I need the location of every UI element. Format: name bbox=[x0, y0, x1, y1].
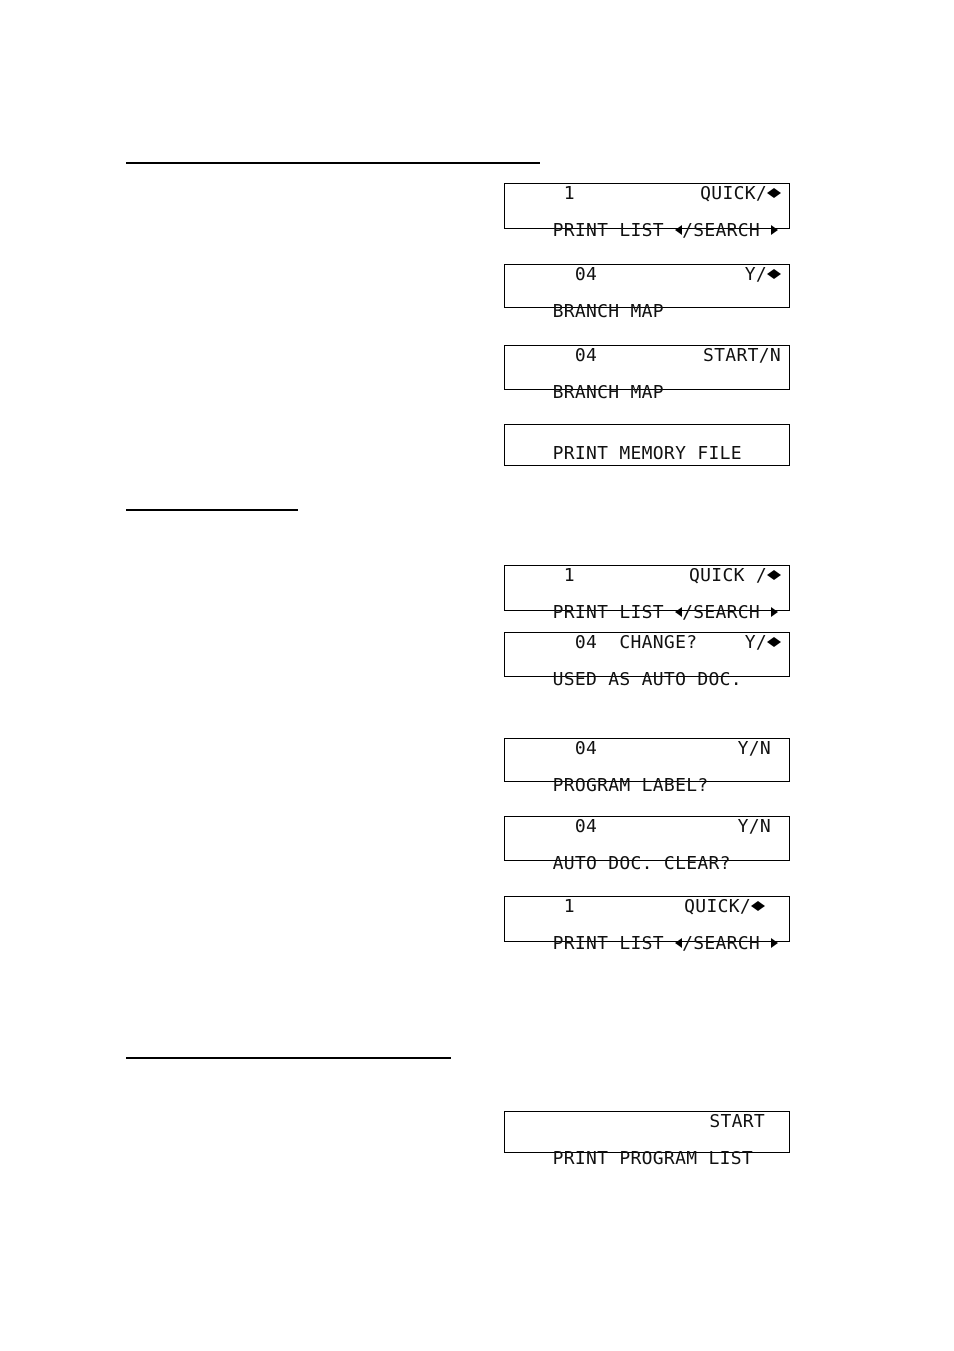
arrow-right-icon bbox=[771, 225, 778, 235]
arrow-left-icon bbox=[751, 901, 758, 911]
lcd-display bbox=[504, 1111, 790, 1169]
lcd-display bbox=[504, 632, 790, 690]
lcd-display bbox=[504, 183, 790, 241]
lcd-line2-left: BRANCH MAP bbox=[552, 301, 664, 322]
lcd-line2-left: PRINT PROGRAM LIST bbox=[552, 1148, 754, 1169]
lcd-line2-mid: /SEARCH bbox=[682, 602, 761, 623]
lcd-line1-right: Y/N bbox=[737, 816, 771, 837]
arrow-right-icon bbox=[774, 269, 781, 279]
arrow-left-icon bbox=[767, 570, 774, 580]
lcd-line1-right: Y/ bbox=[744, 264, 767, 285]
lcd-line1-left: 04 CHANGE? bbox=[552, 632, 698, 653]
arrow-right-icon bbox=[774, 188, 781, 198]
lcd-display bbox=[504, 264, 790, 322]
lcd-line1-left: PRINT MEMORY FILE bbox=[552, 443, 742, 464]
section-rule-3 bbox=[126, 1057, 451, 1059]
lcd-line1-left: 04 bbox=[552, 738, 598, 759]
lcd-line2-left: BRANCH MAP bbox=[552, 382, 664, 403]
lcd-line1-right: START/N bbox=[703, 345, 781, 366]
lcd-line1-right: QUICK / bbox=[689, 565, 767, 586]
lcd-display bbox=[504, 738, 790, 796]
lcd-line1-left: 04 bbox=[552, 264, 598, 285]
lcd-line1-left: 04 bbox=[552, 816, 598, 837]
lcd-line2-mid: /SEARCH bbox=[682, 220, 761, 241]
lcd-line1-left: 1 bbox=[552, 565, 575, 586]
lcd-line2-left: USED AS AUTO DOC. bbox=[552, 669, 742, 690]
lcd-line2-left: PRINT LIST bbox=[552, 220, 664, 241]
arrow-right-icon bbox=[771, 607, 778, 617]
section-rule-2 bbox=[126, 509, 298, 511]
lcd-line1-right: Y/ bbox=[744, 632, 767, 653]
lcd-display bbox=[504, 816, 790, 874]
lcd-line1-right: QUICK/ bbox=[684, 896, 751, 917]
lcd-line1-right: QUICK/ bbox=[700, 183, 767, 204]
lcd-line2-left: PRINT LIST bbox=[552, 933, 664, 954]
lcd-line1-right: START bbox=[709, 1111, 765, 1132]
arrow-right-icon bbox=[758, 901, 765, 911]
arrow-left-icon bbox=[767, 637, 774, 647]
lcd-line2-left: AUTO DOC. CLEAR? bbox=[552, 853, 731, 874]
arrow-left-icon bbox=[767, 269, 774, 279]
arrow-right-icon bbox=[771, 938, 778, 948]
arrow-right-icon bbox=[774, 570, 781, 580]
arrow-right-icon bbox=[774, 637, 781, 647]
arrow-left-icon bbox=[767, 188, 774, 198]
lcd-display bbox=[504, 565, 790, 623]
lcd-display bbox=[504, 896, 790, 954]
lcd-line2-left: PROGRAM LABEL? bbox=[552, 775, 709, 796]
section-rule-1 bbox=[126, 162, 540, 164]
lcd-line2-left: PRINT LIST bbox=[552, 602, 664, 623]
lcd-line1-left: 1 bbox=[552, 896, 575, 917]
lcd-line1-right: Y/N bbox=[737, 738, 771, 759]
lcd-line1-left: 1 bbox=[552, 183, 575, 204]
lcd-line2-mid: /SEARCH bbox=[682, 933, 761, 954]
lcd-display bbox=[504, 345, 790, 403]
lcd-line1-left: 04 bbox=[552, 345, 598, 366]
lcd-display bbox=[504, 424, 790, 466]
